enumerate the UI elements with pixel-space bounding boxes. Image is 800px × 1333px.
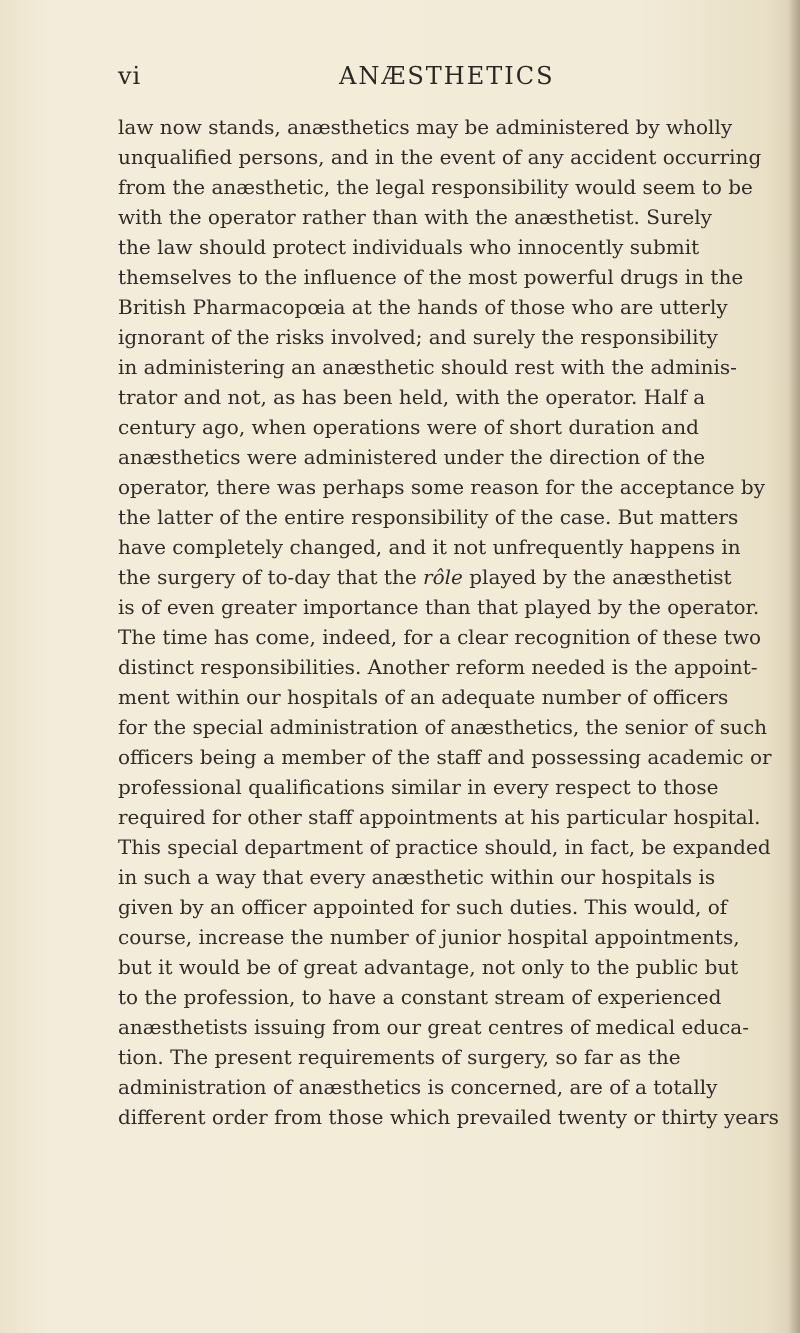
text-line: in administering an anæsthetic should rest with the adminis- <box>118 355 737 379</box>
text-line: with the operator rather than with the anæsthetist. Surely <box>118 205 712 229</box>
text-line: British Pharmacopœia at the hands of those who are utterly <box>118 295 728 319</box>
text-line: but it would be of great advantage, not only to the public but <box>118 955 739 979</box>
text-line: for the special administration of anæsthetics, the senior of such <box>118 715 768 739</box>
body-text <box>118 112 798 1132</box>
text-line: century ago, when operations were of short duration and <box>118 415 699 439</box>
text-line: trator and not, as has been held, with the operator. Half a <box>118 385 706 409</box>
text-segment: played by the anæsthetist <box>462 565 732 589</box>
text-line: distinct responsibilities. Another reform needed is the appoint- <box>118 655 758 679</box>
text-line-with-italic <box>118 562 798 592</box>
italic-word: rôle <box>423 565 463 589</box>
text-line: to the profession, to have a constant stream of experienced <box>118 985 722 1009</box>
text-line: given by an officer appointed for such duties. This would, of <box>118 895 728 919</box>
text-line: anæsthetists issuing from our great centres of medical educa- <box>118 1015 749 1039</box>
text-line: in such a way that every anæsthetic within our hospitals is <box>118 865 716 889</box>
text-line: is of even greater importance than that played by the operator. <box>118 595 760 619</box>
text-line: This special department of practice should, in fact, be expanded <box>118 835 771 859</box>
text-line: unqualified persons, and in the event of any accident occurring <box>118 145 762 169</box>
text-line: officers being a member of the staff and possessing academic or <box>118 745 772 769</box>
text-line: ignorant of the risks involved; and surely the responsibility <box>118 325 718 349</box>
text-line: course, increase the number of junior hospital appointments, <box>118 925 740 949</box>
page-edge-shadow <box>788 0 800 1333</box>
text-line: required for other staff appointments at his particular hospital. <box>118 805 761 829</box>
text-line: different order from those which prevailed twenty or thirty years <box>118 1105 779 1129</box>
text-line: administration of anæsthetics is concerned, are of a totally <box>118 1075 718 1099</box>
text-line: themselves to the influence of the most powerful drugs in the <box>118 265 744 289</box>
text-line: operator, there was perhaps some reason for the acceptance by <box>118 475 766 499</box>
text-line: have completely changed, and it not unfrequently happens in <box>118 535 741 559</box>
text-line: the law should protect individuals who innocently submit <box>118 235 700 259</box>
text-line: anæsthetics were administered under the direction of the <box>118 445 706 469</box>
text-line: ment within our hospitals of an adequate number of officers <box>118 685 729 709</box>
text-line: law now stands, anæsthetics may be administered by wholly <box>118 115 733 139</box>
text-line: from the anæsthetic, the legal responsibility would seem to be <box>118 175 753 199</box>
text-line: the latter of the entire responsibility of the case. But matters <box>118 505 739 529</box>
running-head: ANÆSTHETICS <box>339 62 555 90</box>
page-number: vi <box>118 62 142 90</box>
text-line: professional qualifications similar in every respect to those <box>118 775 719 799</box>
text-segment: the surgery of to-day that the <box>118 565 424 589</box>
text-line: tion. The present requirements of surgery, so far as the <box>118 1045 681 1069</box>
text-line: The time has come, indeed, for a clear recognition of these two <box>118 625 762 649</box>
page-header <box>118 62 758 102</box>
